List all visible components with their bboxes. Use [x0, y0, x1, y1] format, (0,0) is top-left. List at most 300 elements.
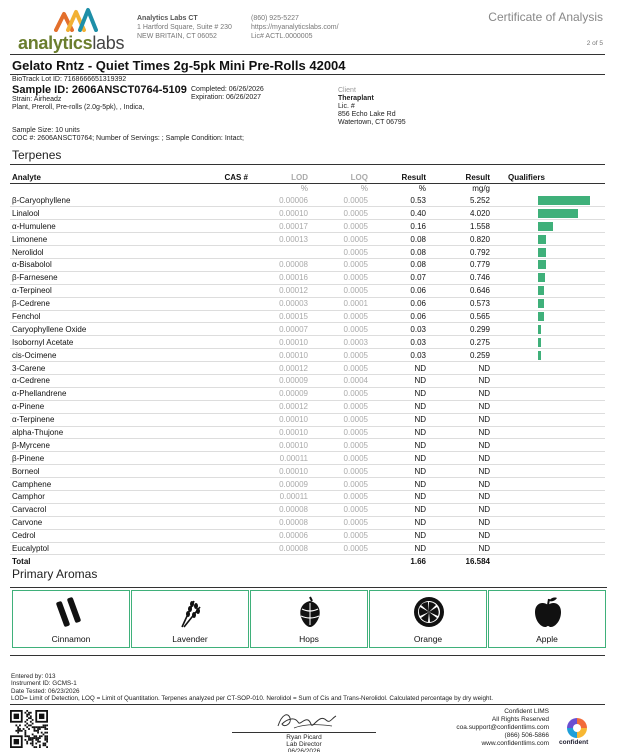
aroma-cinnamon [12, 590, 130, 648]
footer-notes [11, 673, 493, 702]
analyte-cell: Carvacrol [10, 503, 180, 516]
signature-icon [274, 710, 338, 732]
total-qualifier [492, 555, 605, 568]
date-tested: Date Tested: 06/23/2026 [11, 687, 80, 695]
qualifier-cell [492, 194, 605, 207]
result-pct-cell: ND [370, 362, 428, 375]
company-contact [251, 14, 339, 41]
qualifier-cell [492, 323, 605, 336]
lod-cell: 0.00008 [250, 503, 310, 516]
qualifier-cell [492, 362, 605, 375]
cas-cell [180, 336, 250, 349]
table-row [10, 233, 605, 246]
cas-cell [180, 413, 250, 426]
loq-cell: 0.0005 [310, 220, 370, 233]
table-row [10, 439, 605, 452]
cas-cell [180, 207, 250, 220]
company-address-line-2: NEW BRITAIN, CT 06052 [137, 33, 217, 40]
signer-title: Lab Director [286, 741, 322, 748]
definitions: LOD= Limit of Detection, LOQ = Limit of Quantitation. Terpenes analyzed per CT-SOP-010. Nerolidol = Sum of Cis and Trans-Nerolidol. Calculated percentage by dry weight. [11, 694, 494, 702]
lod-cell: 0.00009 [250, 374, 310, 387]
cas-cell [180, 503, 250, 516]
lod-cell: 0.00008 [250, 542, 310, 555]
qualifier-cell [492, 478, 605, 491]
result-pct-cell: ND [370, 374, 428, 387]
table-row [10, 465, 605, 478]
cas-cell [180, 310, 250, 323]
lod-cell: 0.00010 [250, 336, 310, 349]
analyte-cell: cis-Ocimene [10, 349, 180, 362]
lod-cell: 0.00006 [250, 529, 310, 542]
result-pct-cell: 0.40 [370, 207, 428, 220]
col-result-mg: Result [428, 172, 492, 183]
result-bar [538, 196, 590, 205]
result-mg-cell: 0.746 [428, 271, 492, 284]
total-label: Total [10, 555, 180, 568]
cas-cell [180, 465, 250, 478]
cas-cell [180, 362, 250, 375]
table-row [10, 297, 605, 310]
total-pct: 1.66 [370, 555, 428, 568]
client-address-1: 856 Echo Lake Rd [338, 111, 396, 118]
qualifier-cell [492, 387, 605, 400]
result-mg-cell: 0.792 [428, 246, 492, 259]
analyte-cell: α-Terpinene [10, 413, 180, 426]
qualifier-cell [492, 439, 605, 452]
result-pct-cell: 0.08 [370, 233, 428, 246]
sample-info [12, 76, 187, 112]
lims-website[interactable]: www.confidentlims.com [481, 740, 549, 747]
qualifier-cell [492, 297, 605, 310]
table-row [10, 490, 605, 503]
table-row [10, 336, 605, 349]
cas-cell [180, 387, 250, 400]
logo-mark-icon [54, 6, 98, 32]
qualifier-cell [492, 400, 605, 413]
analyte-cell: alpha-Thujone [10, 426, 180, 439]
sign-date: 06/26/2026 [287, 748, 321, 752]
loq-cell: 0.0005 [310, 310, 370, 323]
aroma-label: Lavender [172, 634, 208, 644]
qr-code-icon[interactable] [10, 710, 48, 748]
sample-size: Sample Size: 10 units [12, 127, 80, 134]
lod-cell: 0.00016 [250, 271, 310, 284]
instrument-id: Instrument ID: GCMS-1 [11, 680, 77, 688]
result-pct-cell: ND [370, 542, 428, 555]
lod-cell: 0.00009 [250, 387, 310, 400]
analyte-cell: α-Humulene [10, 220, 180, 233]
cas-cell [180, 349, 250, 362]
confident-wordmark: confident [559, 739, 589, 746]
result-pct-cell: 0.03 [370, 336, 428, 349]
cas-cell [180, 233, 250, 246]
cas-cell [180, 478, 250, 491]
expiration-date: Expiration: 06/26/2027 [191, 94, 262, 101]
lims-name: Confident LIMS [504, 708, 549, 715]
result-pct-cell: 0.03 [370, 323, 428, 336]
qualifier-cell [492, 503, 605, 516]
table-row [10, 516, 605, 529]
signature-block [232, 706, 376, 752]
loq-cell: 0.0005 [310, 271, 370, 284]
terpenes-table [10, 172, 605, 568]
loq-cell: 0.0001 [310, 297, 370, 310]
title-divider [10, 74, 605, 75]
aroma-apple [488, 590, 606, 648]
table-row [10, 194, 605, 207]
company-license: Lic# ACTL.0000005 [251, 33, 313, 40]
analyte-cell: Camphor [10, 490, 180, 503]
result-bar [538, 260, 546, 269]
page-number: 2 of 5 [586, 40, 603, 47]
cas-cell [180, 542, 250, 555]
aroma-label: Orange [413, 634, 443, 644]
cas-cell [180, 400, 250, 413]
result-bar [538, 222, 553, 231]
qualifier-cell [492, 220, 605, 233]
lod-cell: 0.00015 [250, 310, 310, 323]
table-row [10, 503, 605, 516]
lod-cell: 0.00012 [250, 400, 310, 413]
result-mg-cell: ND [428, 503, 492, 516]
aromas-panel [10, 587, 607, 649]
loq-cell: 0.0005 [310, 503, 370, 516]
qualifier-cell [492, 490, 605, 503]
table-row [10, 207, 605, 220]
loq-cell: 0.0005 [310, 284, 370, 297]
analyte-cell: β-Caryophyllene [10, 194, 180, 207]
cas-cell [180, 220, 250, 233]
result-mg-cell: ND [428, 362, 492, 375]
result-mg-cell: 0.565 [428, 310, 492, 323]
col-lod: LOD [250, 172, 310, 183]
qualifier-cell [492, 452, 605, 465]
lod-cell: 0.00011 [250, 452, 310, 465]
product-title: Gelato Rntz - Quiet Times 2g-5pk Mini Pre-Rolls 42004 [12, 58, 346, 73]
company-name: Analytics Labs CT [137, 15, 198, 22]
analyte-cell: α-Terpineol [10, 284, 180, 297]
signer-info [232, 734, 376, 752]
lod-cell: 0.00013 [250, 233, 310, 246]
loq-cell: 0.0005 [310, 233, 370, 246]
loq-cell: 0.0005 [310, 426, 370, 439]
units-row [10, 183, 605, 194]
entered-by: Entered by: 013 [11, 673, 56, 680]
result-bar [538, 338, 541, 347]
table-row [10, 323, 605, 336]
analyte-cell: β-Cedrene [10, 297, 180, 310]
result-pct-cell: 0.06 [370, 297, 428, 310]
result-mg-cell: ND [428, 426, 492, 439]
lod-cell: 0.00012 [250, 362, 310, 375]
loq-cell: 0.0005 [310, 207, 370, 220]
analyte-cell: Fenchol [10, 310, 180, 323]
analyte-cell: Caryophyllene Oxide [10, 323, 180, 336]
result-pct-cell: ND [370, 426, 428, 439]
result-mg-cell: 0.573 [428, 297, 492, 310]
lod-cell: 0.00009 [250, 478, 310, 491]
analytics-labs-logo [18, 6, 130, 52]
result-bar [538, 248, 546, 257]
strain: Strain: Airheadz [12, 96, 62, 103]
loq-cell: 0.0005 [310, 529, 370, 542]
orange-icon [412, 595, 446, 629]
signature-divider [10, 704, 605, 705]
result-bar [538, 209, 578, 218]
confident-logo-icon [566, 717, 588, 739]
result-bar [538, 235, 546, 244]
table-row [10, 478, 605, 491]
result-mg-cell: ND [428, 478, 492, 491]
cas-cell [180, 490, 250, 503]
result-mg-cell: 0.646 [428, 284, 492, 297]
result-mg-cell: ND [428, 374, 492, 387]
analyte-cell: Isobornyl Acetate [10, 336, 180, 349]
signer-name: Ryan Picard [286, 734, 322, 741]
lims-info [456, 708, 549, 748]
result-mg-cell: 4.020 [428, 207, 492, 220]
result-mg-cell: 0.275 [428, 336, 492, 349]
analyte-cell: Carvone [10, 516, 180, 529]
loq-cell: 0.0005 [310, 349, 370, 362]
total-lod [250, 555, 310, 568]
aroma-label: Apple [536, 634, 558, 644]
result-pct-cell: 0.16 [370, 220, 428, 233]
result-pct-cell: 0.53 [370, 194, 428, 207]
qualifier-cell [492, 529, 605, 542]
lod-cell: 0.00010 [250, 413, 310, 426]
result-pct-cell: ND [370, 413, 428, 426]
footer-divider [10, 655, 605, 656]
qualifier-cell [492, 207, 605, 220]
analyte-cell: Cedrol [10, 529, 180, 542]
sample-id: Sample ID: 2606ANSCT0764-5109 [12, 84, 187, 96]
signature-line [232, 732, 376, 733]
table-row [10, 529, 605, 542]
result-mg-cell: ND [428, 516, 492, 529]
result-mg-cell: ND [428, 542, 492, 555]
total-mg: 16.584 [428, 555, 492, 568]
company-address-line-1: 1 Hartford Square, Suite # 230 [137, 24, 232, 31]
cas-cell [180, 374, 250, 387]
result-mg-cell: 0.299 [428, 323, 492, 336]
cas-cell [180, 271, 250, 284]
unit-result-pct: % [418, 184, 426, 194]
apple-icon [531, 595, 565, 629]
sample-dates [191, 86, 264, 102]
report-header [0, 0, 617, 56]
result-mg-cell: 1.558 [428, 220, 492, 233]
analyte-cell: β-Farnesene [10, 271, 180, 284]
table-row [10, 258, 605, 271]
result-pct-cell: ND [370, 529, 428, 542]
lims-rights: All Rights Reserved [491, 716, 549, 723]
header-divider [10, 54, 605, 55]
cinnamon-icon [55, 595, 89, 629]
qualifier-cell [492, 310, 605, 323]
loq-cell: 0.0005 [310, 362, 370, 375]
analyte-cell: α-Cedrene [10, 374, 180, 387]
analyte-cell: Linalool [10, 207, 180, 220]
loq-cell: 0.0005 [310, 542, 370, 555]
completed-date: Completed: 06/26/2026 [191, 86, 264, 93]
table-row [10, 349, 605, 362]
terpenes-section-title: Terpenes [12, 148, 62, 162]
document-title: Certificate of Analysis [488, 10, 603, 24]
loq-cell: 0.0005 [310, 400, 370, 413]
analyte-cell: Borneol [10, 465, 180, 478]
loq-cell: 0.0005 [310, 323, 370, 336]
loq-cell: 0.0003 [310, 336, 370, 349]
analyte-cell: β-Pinene [10, 452, 180, 465]
col-cas: CAS # [180, 172, 250, 183]
result-pct-cell: ND [370, 452, 428, 465]
cas-cell [180, 323, 250, 336]
table-row [10, 220, 605, 233]
analyte-cell: 3-Carene [10, 362, 180, 375]
cas-cell [180, 297, 250, 310]
table-row [10, 452, 605, 465]
result-bar [538, 273, 545, 282]
loq-cell: 0.0005 [310, 194, 370, 207]
aroma-orange [369, 590, 487, 648]
result-pct-cell: ND [370, 439, 428, 452]
result-pct-cell: ND [370, 465, 428, 478]
lod-cell: 0.00006 [250, 194, 310, 207]
unit-result-mg: mg/g [472, 184, 490, 194]
result-pct-cell: ND [370, 516, 428, 529]
loq-cell: 0.0005 [310, 490, 370, 503]
cas-cell [180, 452, 250, 465]
analyte-cell: β-Myrcene [10, 439, 180, 452]
client-label: Client [338, 87, 356, 94]
lot-id: BioTrack Lot ID: 7168666651319392 [12, 76, 127, 83]
result-pct-cell: ND [370, 387, 428, 400]
cas-cell [180, 516, 250, 529]
total-row [10, 555, 605, 568]
table-row [10, 374, 605, 387]
result-mg-cell: ND [428, 400, 492, 413]
qualifier-cell [492, 542, 605, 555]
lod-cell: 0.00003 [250, 297, 310, 310]
result-mg-cell: ND [428, 452, 492, 465]
qualifier-cell [492, 349, 605, 362]
qualifier-cell [492, 271, 605, 284]
total-cas [180, 555, 250, 568]
table-row [10, 400, 605, 413]
hops-icon [293, 595, 327, 629]
loq-cell: 0.0005 [310, 246, 370, 259]
result-pct-cell: ND [370, 400, 428, 413]
loq-cell: 0.0005 [310, 452, 370, 465]
result-mg-cell: ND [428, 529, 492, 542]
result-pct-cell: 0.07 [370, 271, 428, 284]
logo-wordmark: analyticslabs [18, 33, 125, 53]
unit-loq: % [360, 184, 368, 194]
lod-cell: 0.00010 [250, 465, 310, 478]
analyte-cell: Limonene [10, 233, 180, 246]
qualifier-cell [492, 413, 605, 426]
cas-cell [180, 529, 250, 542]
cas-cell [180, 284, 250, 297]
qualifier-cell [492, 374, 605, 387]
table-row [10, 362, 605, 375]
result-mg-cell: ND [428, 490, 492, 503]
qualifier-cell [492, 426, 605, 439]
lims-phone: (866) 506-5866 [504, 732, 549, 739]
result-mg-cell: ND [428, 413, 492, 426]
lod-cell: 0.00010 [250, 207, 310, 220]
col-qualifiers: Qualifiers [492, 172, 605, 183]
result-mg-cell: 0.259 [428, 349, 492, 362]
table-row [10, 426, 605, 439]
aroma-hops [250, 590, 368, 648]
result-pct-cell: 0.06 [370, 310, 428, 323]
col-analyte: Analyte [10, 172, 180, 183]
cas-cell [180, 426, 250, 439]
terpenes-divider [10, 164, 605, 165]
qualifier-cell [492, 284, 605, 297]
lims-email[interactable]: coa.support@confidentlims.com [456, 724, 549, 731]
result-bar [538, 286, 544, 295]
result-mg-cell: 5.252 [428, 194, 492, 207]
aromas-section-title: Primary Aromas [12, 567, 98, 581]
loq-cell: 0.0005 [310, 465, 370, 478]
client-info [338, 87, 406, 127]
analyte-cell: α-Phellandrene [10, 387, 180, 400]
result-pct-cell: ND [370, 478, 428, 491]
table-row [10, 542, 605, 555]
qualifier-cell [492, 336, 605, 349]
lod-cell: 0.00010 [250, 426, 310, 439]
total-loq [310, 555, 370, 568]
aroma-label: Hops [299, 634, 319, 644]
client-address-2: Watertown, CT 06795 [338, 119, 406, 126]
aroma-lavender [131, 590, 249, 648]
result-pct-cell: 0.03 [370, 349, 428, 362]
lod-cell: 0.00010 [250, 439, 310, 452]
qualifier-cell [492, 465, 605, 478]
cas-cell [180, 439, 250, 452]
table-row [10, 413, 605, 426]
result-mg-cell: 0.820 [428, 233, 492, 246]
qualifier-cell [492, 516, 605, 529]
coc-line: COC #: 2606ANSCT0764; Number of Servings: ; Sample Condition: Intact; [12, 135, 244, 142]
lod-cell: 0.00007 [250, 323, 310, 336]
col-loq: LOQ [310, 172, 370, 183]
result-bar [538, 325, 541, 334]
result-pct-cell: ND [370, 490, 428, 503]
unit-lod: % [300, 184, 308, 194]
loq-cell: 0.0005 [310, 258, 370, 271]
sample-details [12, 127, 244, 143]
table-row [10, 387, 605, 400]
result-bar [538, 299, 544, 308]
loq-cell: 0.0005 [310, 478, 370, 491]
analyte-cell: α-Pinene [10, 400, 180, 413]
terpenes-header-row [10, 172, 605, 183]
lod-cell: 0.00012 [250, 284, 310, 297]
lod-cell: 0.00017 [250, 220, 310, 233]
result-mg-cell: 0.779 [428, 258, 492, 271]
lod-cell [250, 246, 310, 259]
aroma-label: Cinnamon [51, 634, 91, 644]
qualifier-cell [492, 246, 605, 259]
company-website[interactable]: https://myanalyticslabs.com/ [251, 24, 339, 31]
lod-cell: 0.00010 [250, 349, 310, 362]
result-bar [538, 312, 544, 321]
analyte-cell: Nerolidol [10, 246, 180, 259]
